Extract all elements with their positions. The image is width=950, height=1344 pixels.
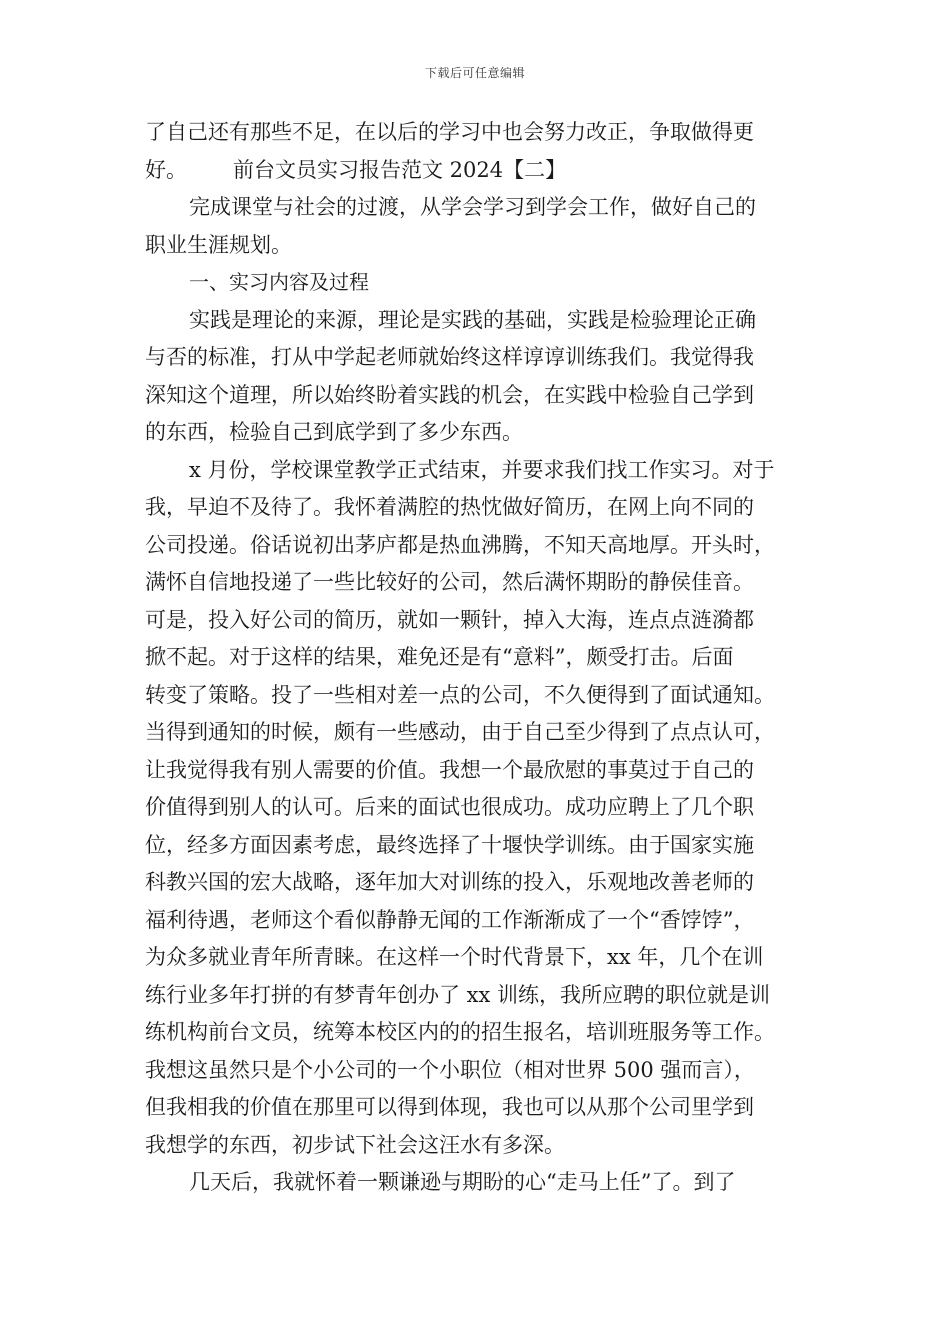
text-line: 与否的标准，打从中学起老师就始终这样谆谆训练我们。我觉得我 [145, 345, 754, 369]
section-heading: 一、实习内容及过程 [189, 270, 369, 294]
text-line: 练行业多年打拼的有梦青年创办了 xx 训练，我所应聘的职位就是训 [145, 982, 771, 1007]
text-line: 转变了策略。投了一些相对差一点的公司，不久便得到了面试通知。 [145, 682, 775, 707]
text-line: 让我觉得我有别人需要的价值。我想一个最欣慰的事莫过于自己的 [145, 757, 754, 782]
paragraph-start: 实践是理论的来源，理论是实践的基础，实践是检验理论正确 [189, 307, 756, 332]
text-line: 掀不起。对于这样的结果，难免还是有“意料”，颇受打击。后面 [145, 645, 734, 669]
text-line: 公司投递。俗话说初出茅庐都是热血沸腾，不知天高地厚。开头时， [145, 532, 775, 557]
paragraph-start: x 月份，学校课堂教学正式结束，并要求我们找工作实习。对于 [189, 457, 775, 482]
text-line: 满怀自信地投递了一些比较好的公司，然后满怀期盼的静侯佳音。 [145, 570, 754, 594]
text-line: 当得到通知的时候，颇有一些感动，由于自己至少得到了点点认可， [145, 720, 775, 744]
text-line: 我想学的东西，初步试下社会这汪水有多深。 [145, 1132, 565, 1157]
text-line [145, 152, 821, 190]
text-line: 但我相我的价值在那里可以得到体现，我也可以从那个公司里学到 [145, 1095, 754, 1119]
page-header: 下载后可任意编辑 [424, 66, 525, 80]
text-line: 练机构前台文员，统筹本校区内的的招生报名，培训班服务等工作。 [145, 1020, 775, 1044]
text-line: 深知这个道理，所以始终盼着实践的机会，在实践中检验自己学到 [145, 382, 754, 407]
text-line: 我想这虽然只是个小公司的一个小职位（相对世界 500 强而言）， [145, 1057, 755, 1082]
text-fragment: 好。 [145, 157, 187, 182]
section-title: 前台文员实习报告范文 2024【二】 [233, 157, 567, 182]
paragraph-start: 几天后，我就怀着一颗谦逊与期盼的心“走马上任”了。到了 [189, 1170, 736, 1194]
text-line: 可是，投入好公司的简历，就如一颗针，掉入大海，连点点涟漪都 [145, 607, 754, 632]
text-line: 位，经多方面因素考虑，最终选择了十堰快学训练。由于国家实施 [145, 832, 754, 857]
text-line: 科教兴国的宏大战略，逐年加大对训练的投入，乐观地改善老师的 [145, 870, 754, 894]
text-line: 福利待遇，老师这个看似静静无闻的工作渐渐成了一个“香饽饽”， [145, 907, 755, 932]
text-line: 我，早迫不及待了。我怀着满腔的热忱做好简历，在网上向不同的 [145, 495, 754, 519]
document-body [145, 114, 821, 1202]
text-line: 职业生涯规划。 [145, 232, 292, 257]
text-line: 为众多就业青年所青睐。在这样一个时代背景下，xx 年，几个在训 [145, 945, 764, 969]
text-line: 的东西，检验自己到底学到了多少东西。 [145, 420, 523, 444]
text-line: 价值得到别人的认可。后来的面试也很成功。成功应聘上了几个职 [145, 795, 754, 819]
paragraph-start: 完成课堂与社会的过渡，从学会学习到学会工作，做好自己的 [189, 195, 756, 219]
text-line: 了自己还有那些不足，在以后的学习中也会努力改正，争取做得更 [145, 120, 754, 144]
